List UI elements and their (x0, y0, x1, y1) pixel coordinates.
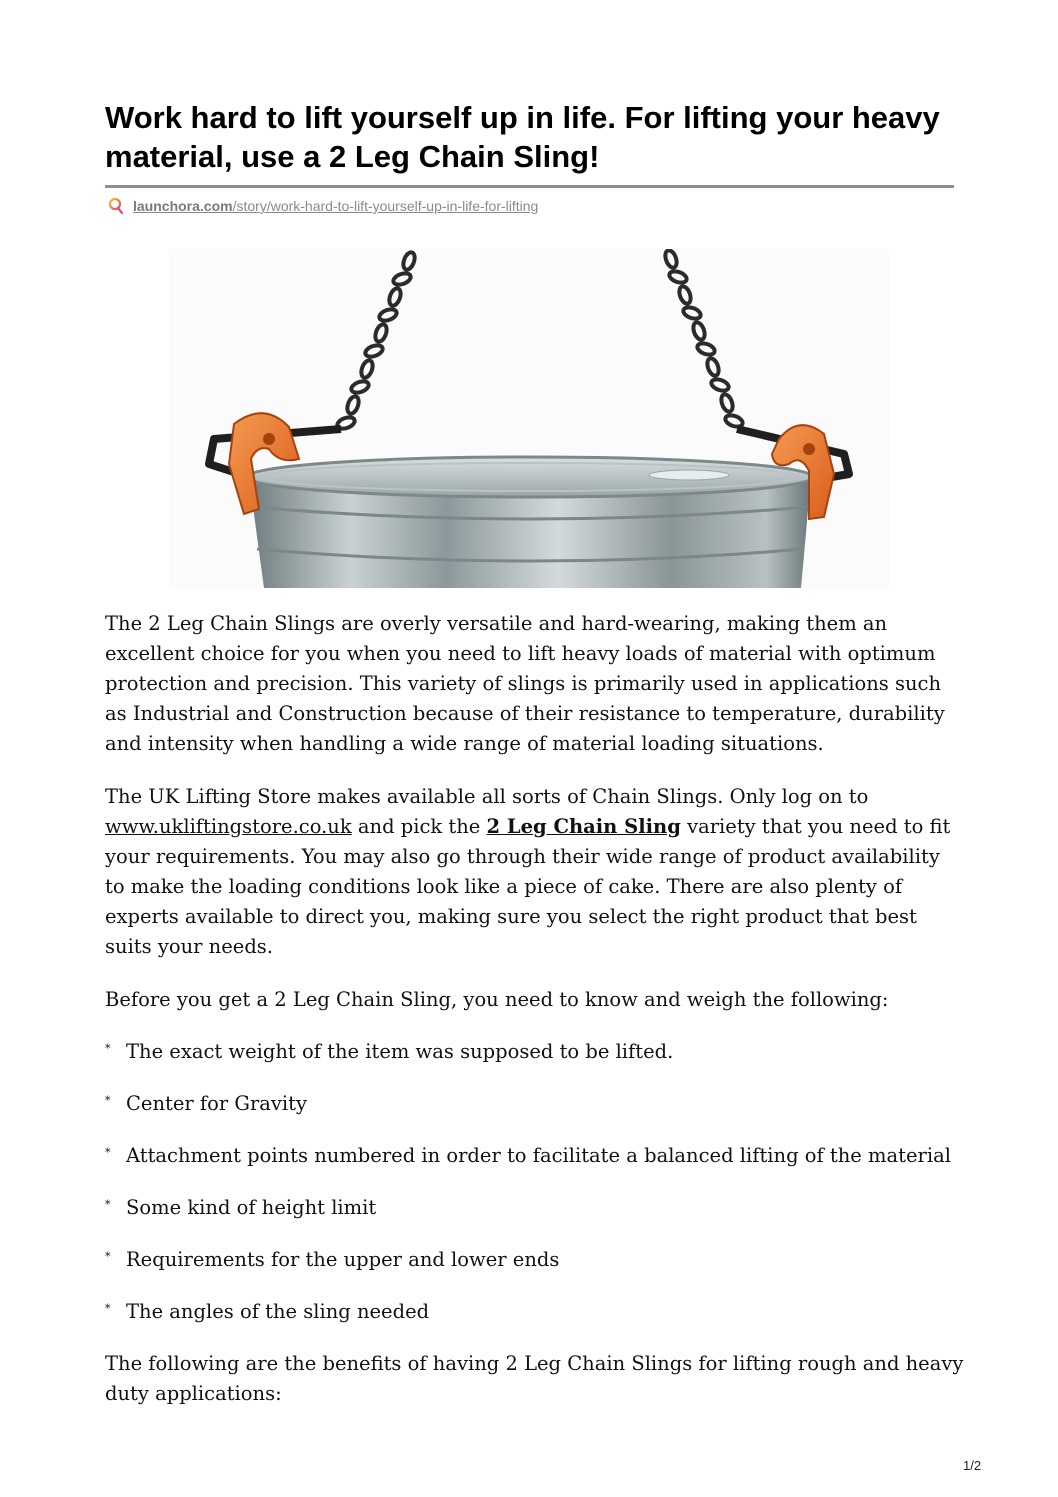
source-path: /story/work-hard-to-lift-yourself-up-in-life-for-lifting (232, 198, 539, 214)
store-paragraph (105, 782, 965, 962)
list-item-text: The exact weight of the item was supposed to be lifted. (126, 1040, 674, 1063)
bullet-icon: * (105, 1302, 111, 1315)
list-item-text: Attachment points numbered in order to facilitate a balanced lifting of the material (126, 1144, 951, 1167)
store-paragraph-text-2: and pick the (351, 815, 487, 838)
page-title: Work hard to lift yourself up in life. For lifting your heavy material, use a 2 Leg Chain Sling! (105, 100, 940, 174)
list-item (105, 1037, 965, 1070)
page-number: 1/2 (963, 1458, 982, 1473)
list-item (105, 1297, 965, 1330)
bullet-icon: * (105, 1094, 111, 1107)
intro-paragraph: The 2 Leg Chain Slings are overly versatile and hard-wearing, making them an excellent choice for you when you need to lift heavy loads of material with optimum protection and precision. This variety of slings is primarily used in applications such as Industrial and Construction because of their resistance to temperature, durability and intensity when handling a wide range of material loading situations. (105, 612, 945, 755)
checklist-intro: Before you get a 2 Leg Chain Sling, you need to know and weigh the following: (105, 988, 889, 1011)
chain-sling-drum-illustration (169, 249, 889, 588)
list-item-text: The angles of the sling needed (126, 1300, 430, 1323)
source-domain: launchora.com (133, 198, 233, 214)
source-line (108, 196, 538, 216)
bullet-icon: * (105, 1250, 111, 1263)
list-item (105, 1089, 965, 1122)
title-divider (105, 185, 954, 188)
benefits-intro: The following are the benefits of having 2 Leg Chain Slings for lifting rough and heavy duty applications: (105, 1352, 964, 1405)
bullet-icon: * (105, 1146, 111, 1159)
store-paragraph-text-1: The UK Lifting Store makes available all sorts of Chain Slings. Only log on to (105, 785, 869, 808)
ukliftingstore-link[interactable]: www.ukliftingstore.co.uk (105, 815, 352, 838)
list-item (105, 1193, 965, 1226)
bullet-icon: * (105, 1042, 111, 1055)
bullet-icon: * (105, 1198, 111, 1211)
two-leg-chain-sling-link[interactable]: 2 Leg Chain Sling (486, 815, 681, 838)
list-item (105, 1245, 965, 1278)
map-pin-icon (108, 197, 124, 215)
list-item-text: Some kind of height limit (126, 1196, 377, 1219)
source-link[interactable] (133, 198, 538, 214)
list-item-text: Requirements for the upper and lower ends (126, 1248, 560, 1271)
store-paragraph-text-3: variety that you need to fit your requirements. You may also go through their wide range of product availability to make the loading conditions look like a piece of cake. There are also plenty of experts available to direct you, making sure you select the right product that best suits your needs. (105, 815, 951, 958)
list-item (105, 1141, 965, 1174)
list-item-text: Center for Gravity (126, 1092, 308, 1115)
